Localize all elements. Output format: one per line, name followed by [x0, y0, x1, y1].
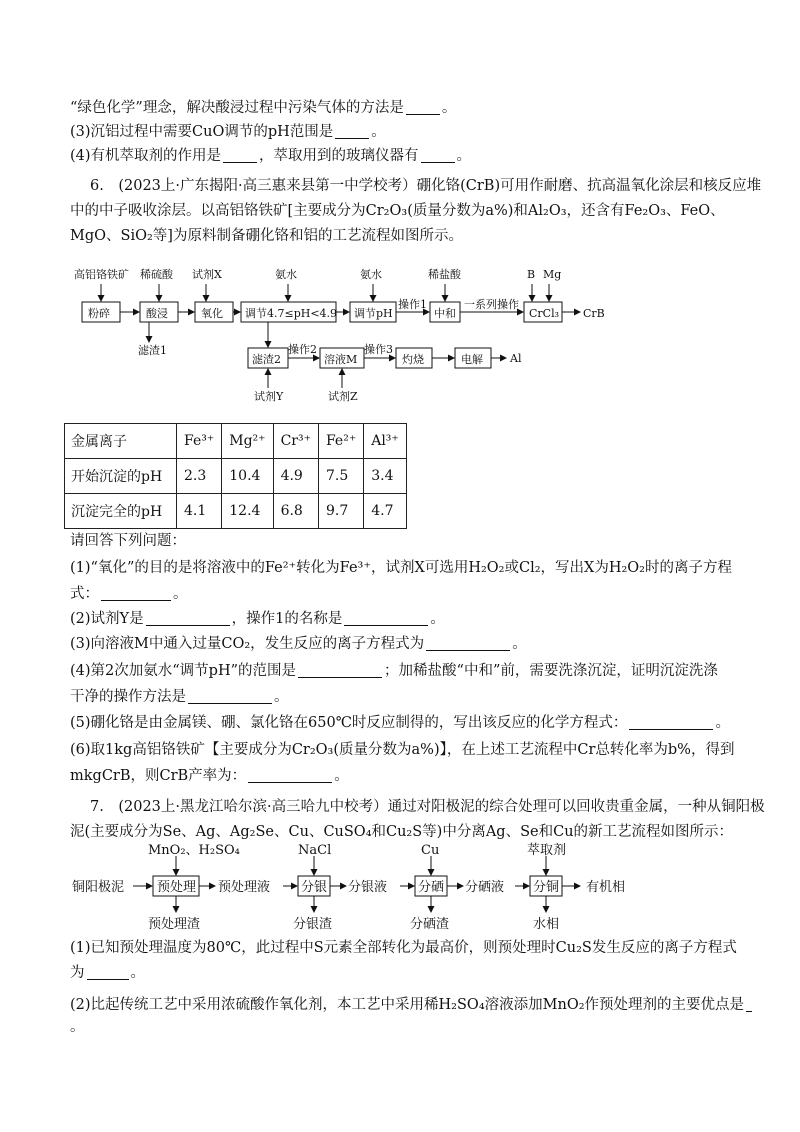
- series-operation-label: 一系列操作: [464, 298, 519, 311]
- text-line: (3)向溶液M中通入过量CO₂，发生反应的离子方程式为 。: [70, 636, 527, 652]
- table-cell: 4.1: [177, 494, 222, 529]
- question-7-heading: 7. (2023上·黑龙江哈尔滨·高三哈九中校考）通过对阳极泥的综合处理可以回收贵重金属，一种从铜阳极: [90, 799, 765, 815]
- ammonia-label: 氨水: [360, 268, 382, 281]
- crb-product: CrB: [583, 307, 605, 320]
- text-line: “绿色化学”理念，解决酸浸过程中污染气体的方法是 。: [70, 100, 457, 116]
- answer-blank[interactable]: [629, 715, 713, 730]
- text-line: (3)沉铝过程中需要CuO调节的pH范围是 。: [70, 124, 386, 140]
- process-flow-diagram-1: [0, 262, 800, 412]
- answer-blank[interactable]: [421, 148, 455, 163]
- silver-liquid-label: 分银液: [348, 880, 388, 895]
- answer-blank[interactable]: [223, 148, 257, 163]
- table-cell: 2.3: [177, 459, 222, 494]
- text-line: 中的中子吸收涂层。以高铝铬铁矿[主要成分为Cr₂O₃(质量分数为a%)和Al₂O₃，还含有Fe₂O₃、FeO、: [70, 203, 725, 219]
- answer-blank[interactable]: [406, 100, 440, 115]
- answer-blank[interactable]: [248, 768, 332, 783]
- table-cell: Cr³⁺: [273, 424, 318, 459]
- answer-blank[interactable]: [426, 636, 510, 651]
- adjust-ph-box: 调节4.7≤pH<4.9: [245, 307, 338, 320]
- residue-2-box: 滤渣2: [252, 353, 281, 366]
- boron-label: B: [527, 268, 536, 281]
- table-cell: 沉淀完全的pH: [65, 494, 177, 529]
- text-line: 请回答下列问题：: [70, 533, 186, 549]
- operation-1-label: 操作1: [398, 298, 427, 311]
- table-cell: 开始沉淀的pH: [65, 459, 177, 494]
- acid-label: 稀硫酸: [140, 268, 173, 281]
- text-line: mkgCrB，则CrB产率为： 。: [70, 768, 349, 784]
- selenium-residue-label: 分硒渣: [410, 917, 450, 932]
- table-cell: Mg²⁺: [222, 424, 273, 459]
- crush-box: 粉碎: [88, 307, 110, 320]
- text-line: (4)第2次加氨水“调节pH”的范围是 ；加稀盐酸“中和”前，需要洗涤沉淀，证明沉淀洗涤: [70, 663, 718, 679]
- operation-2-label: 操作2: [288, 343, 317, 356]
- ammonia-label: 氨水: [275, 268, 297, 281]
- text-line: (1)已知预处理温度为80℃，此过程中S元素全部转化为最高价，则预处理时Cu₂S发生反应的离子方程式: [70, 940, 737, 956]
- pretreat-residue-label: 预处理渣: [148, 917, 201, 932]
- reagent-z-label: 试剂Z: [328, 390, 358, 403]
- magnesium-label: Mg: [543, 268, 562, 281]
- copper-label: Cu: [421, 843, 440, 858]
- table-cell: Fe²⁺: [318, 424, 363, 459]
- text-line: (4)有机萃取剂的作用是 ，萃取用到的玻璃仪器有 。: [70, 148, 472, 164]
- table-cell: 6.8: [273, 494, 318, 529]
- table-cell: 12.4: [222, 494, 273, 529]
- neutralize-box: 中和: [434, 307, 456, 320]
- table-cell: 9.7: [318, 494, 363, 529]
- electrolysis-box: 电解: [461, 353, 483, 366]
- text-line: (2)试剂Y是 ，操作1的名称是 。: [70, 611, 445, 627]
- question-6-heading: 6. (2023上·广东揭阳·高三惠来县第一中学校考）硼化铬(CrB)可用作耐磨、抗高温氧化涂层和核反应堆: [90, 178, 762, 194]
- answer-blank[interactable]: [101, 586, 171, 601]
- answer-blank[interactable]: [188, 689, 272, 704]
- text-line: 。: [70, 1019, 85, 1035]
- nacl-label: NaCl: [298, 843, 332, 858]
- table-cell: Fe³⁺: [177, 424, 222, 459]
- extractant-label: 萃取剂: [527, 843, 567, 858]
- table-row: [65, 459, 407, 494]
- text-line: 干净的操作方法是 。: [70, 689, 289, 705]
- leach-box: 酸浸: [146, 307, 168, 320]
- operation-3-label: 操作3: [364, 343, 393, 356]
- mno2-h2so4-label: MnO₂、H₂SO₄: [148, 843, 240, 858]
- text-line: (5)硼化铬是由金属镁、硼、氯化铬在650℃时反应制得的，写出该反应的化学方程式： 。: [70, 715, 730, 731]
- text-line: 泥(主要成分为Se、Ag、Ag₂Se、Cu、CuSO₄和Cu₂S等)中分离Ag、Se和Cu的新工艺流程如图所示：: [70, 824, 734, 840]
- anode-slime-label: 铜阳极泥: [72, 880, 125, 895]
- hcl-label: 稀盐酸: [428, 268, 461, 281]
- table-cell: 3.4: [364, 459, 407, 494]
- answer-blank[interactable]: [344, 611, 428, 626]
- table-cell: 4.9: [273, 459, 318, 494]
- metal-ion-ph-table: [64, 423, 407, 529]
- organic-phase-label: 有机相: [586, 880, 626, 895]
- copper-separation-box: 分铜: [533, 880, 560, 895]
- table-cell: Al³⁺: [364, 424, 407, 459]
- table-cell: 金属离子: [65, 424, 177, 459]
- answer-blank[interactable]: [335, 124, 369, 139]
- text-line: (1)“氧化”的目的是将溶液中的Fe²⁺转化为Fe³⁺，试剂X可选用H₂O₂或Cl₂，写出X为H₂O₂时的离子方程: [70, 560, 732, 576]
- residue-1-label: 滤渣1: [138, 344, 167, 357]
- roast-box: 灼烧: [402, 353, 424, 366]
- reagent-y-label: 试剂Y: [254, 390, 284, 403]
- text-line: 式： 。: [70, 586, 188, 602]
- text-line: MgO、SiO₂等]为原料制备硼化铬和铝的工艺流程如图所示。: [70, 228, 463, 244]
- oxidize-box: 氧化: [201, 307, 223, 320]
- text-line: 为 。: [70, 965, 145, 981]
- selenium-liquid-label: 分硒液: [465, 880, 505, 895]
- ore-label: 高铝铬铁矿: [74, 268, 129, 281]
- solution-m-box: 溶液M: [324, 353, 358, 366]
- text-line: (6)取1kg高铝铬铁矿【主要成分为Cr₂O₃(质量分数为a%)】，在上述工艺流程中Cr总转化率为b%，得到: [70, 742, 735, 758]
- pretreat-liquid-label: 预处理液: [218, 880, 271, 895]
- selenium-separation-box: 分硒: [418, 880, 445, 895]
- process-flow-diagram-2: [0, 842, 800, 942]
- aluminum-product: Al: [510, 352, 522, 365]
- answer-blank[interactable]: [746, 997, 752, 1012]
- table-cell: 10.4: [222, 459, 273, 494]
- answer-blank[interactable]: [298, 663, 382, 678]
- text-line: (2)比起传统工艺中采用浓硫酸作氧化剂，本工艺中采用稀H₂SO₄溶液添加MnO₂作预处理剂的主要优点是: [70, 995, 754, 1015]
- silver-separation-box: 分银: [301, 880, 328, 895]
- table-header-row: [65, 424, 407, 459]
- table-cell: 4.7: [364, 494, 407, 529]
- answer-blank[interactable]: [146, 611, 230, 626]
- reagent-x-label: 试剂X: [192, 268, 222, 281]
- table-cell: 7.5: [318, 459, 363, 494]
- silver-residue-label: 分银渣: [293, 917, 333, 932]
- answer-blank[interactable]: [87, 965, 129, 980]
- water-phase-label: 水相: [533, 917, 560, 932]
- crcl3-box: CrCl₃: [529, 307, 560, 320]
- table-row: [65, 494, 407, 529]
- adjust-ph-box-2: 调节pH: [354, 307, 393, 320]
- pretreat-box: 预处理: [157, 880, 197, 895]
